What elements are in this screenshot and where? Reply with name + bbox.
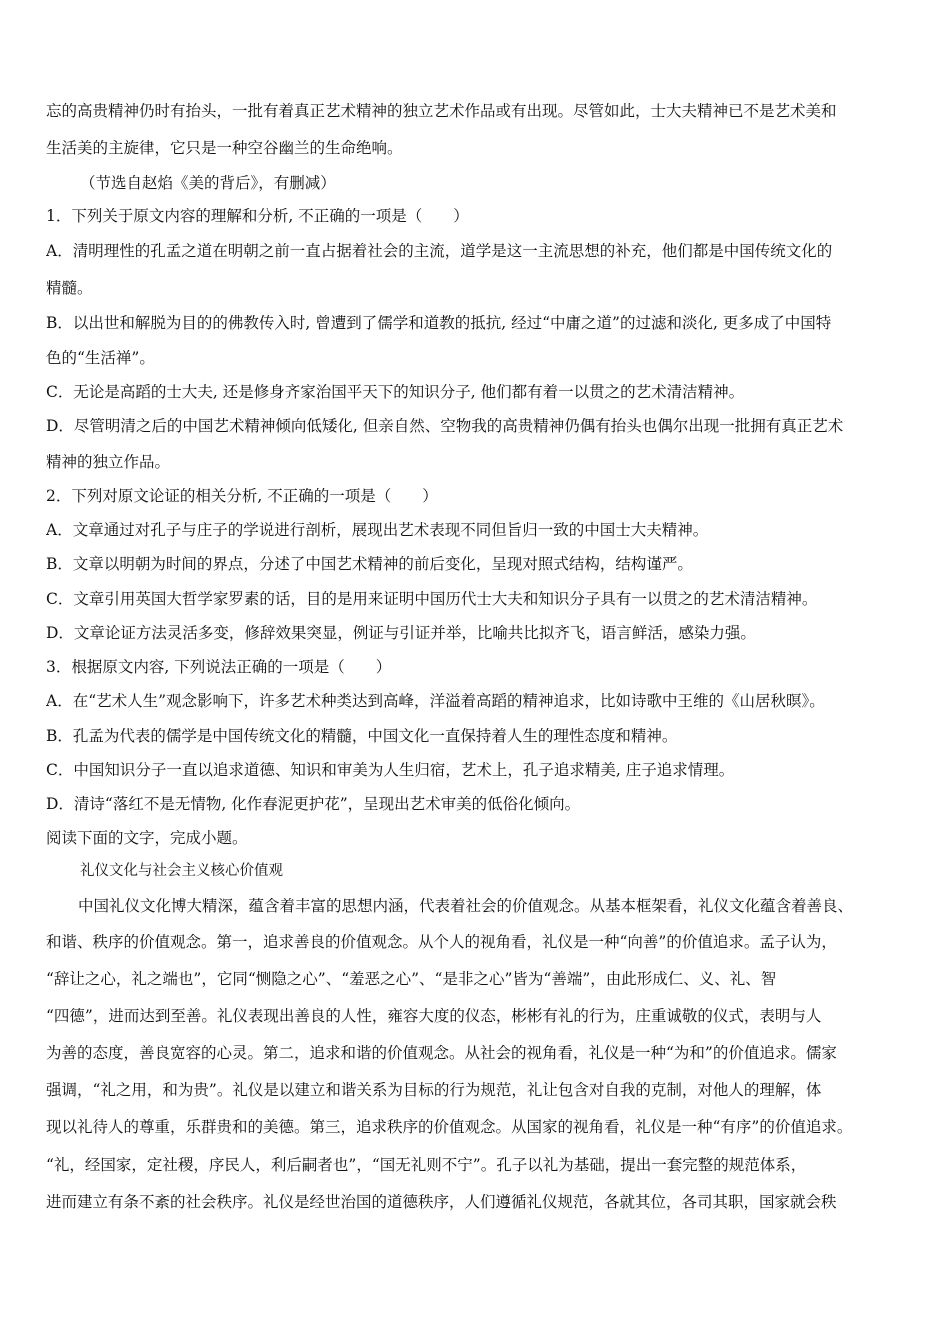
question-option: D．清诗“落红不是无情物, 化作春泥更护花”，呈现出艺术审美的低俗化倾向。 bbox=[46, 795, 581, 813]
question-option: A．清明理性的孔孟之道在明朝之前一直占据着社会的主流，道学是这一主流思想的补充，他们都是中国传统文化的 bbox=[46, 242, 833, 260]
passage2-line: 和谐、秩序的价值观念。第一，追求善良的价值观念。从个人的视角看，礼仪是一种“向善”的价值追求。孟子认为， bbox=[46, 933, 837, 951]
passage2-line: 强调，“礼之用，和为贵”。礼仪是以建立和谐关系为目标的行为规范，礼让包含对自我的克制，对他人的理解，体 bbox=[46, 1081, 822, 1099]
passage2-line: “礼，经国家，定社稷，序民人，利后嗣者也”，“国无礼则不宁”。孔子以礼为基础，提出一套完整的规范体系， bbox=[46, 1156, 807, 1174]
question-stem: 2．下列对原文论证的相关分析, 不正确的一项是（ ） bbox=[46, 487, 438, 505]
passage2-line: “辞让之心，礼之端也”，它同“恻隐之心”、“羞恶之心”、“是非之心”皆为“善端”，由此形成仁、义、礼、智 bbox=[46, 970, 777, 988]
reading-prompt: 阅读下面的文字，完成小题。 bbox=[46, 829, 248, 847]
passage2-line: 为善的态度，善良宽容的心灵。第二，追求和谐的价值观念。从社会的视角看，礼仪是一种“为和”的价值追求。儒家 bbox=[46, 1044, 837, 1062]
question-option: A．在“艺术人生”观念影响下，许多艺术种类达到高峰，洋溢着高蹈的精神追求，比如诗歌中王维的《山居秋暝》。 bbox=[46, 692, 825, 710]
question-option: B．文章以明朝为时间的界点，分述了中国艺术精神的前后变化，呈现对照式结构，结构谨严。 bbox=[46, 555, 693, 573]
question-option: C．无论是高蹈的士大夫, 还是修身齐家治国平天下的知识分子, 他们都有着一以贯之的艺术清洁精神。 bbox=[46, 383, 745, 401]
passage1-line: 忘的高贵精神仍时有抬头，一批有着真正艺术精神的独立艺术作品或有出现。尽管如此，士大夫精神已不是艺术美和 bbox=[46, 102, 837, 120]
passage2-line: 进而建立有条不紊的社会秩序。礼仪是经世治国的道德秩序，人们遵循礼仪规范，各就其位，各司其职，国家就会秩 bbox=[46, 1193, 837, 1211]
question-option: C．文章引用英国大哲学家罗素的话，目的是用来证明中国历代士大夫和知识分子具有一以贯之的艺术清洁精神。 bbox=[46, 590, 818, 608]
question-option-continuation: 色的“生活禅”。 bbox=[46, 349, 155, 367]
passage2-line: 现以礼待人的尊重，乐群贵和的美德。第三，追求秩序的价值观念。从国家的视角看，礼仪是一种“有序”的价值追求。 bbox=[46, 1118, 853, 1136]
question-option: C．中国知识分子一直以追求道德、知识和审美为人生归宿，艺术上，孔子追求精美, 庄子追求情理。 bbox=[46, 761, 735, 779]
question-option: B．孔孟为代表的儒学是中国传统文化的精髓，中国文化一直保持着人生的理性态度和精神。 bbox=[46, 727, 678, 745]
question-option-continuation: 精髓。 bbox=[46, 279, 93, 297]
passage2-line: 中国礼仪文化博大精深，蕴含着丰富的思想内涵，代表着社会的价值观念。从基本框架看，礼仪文化蕴含着善良、 bbox=[78, 897, 854, 915]
passage1-line: 生活美的主旋律，它只是一种空谷幽兰的生命绝响。 bbox=[46, 139, 403, 157]
question-option: D．尽管明清之后的中国艺术精神倾向低矮化, 但亲自然、空物我的高贵精神仍偶有抬头也偶尔出现一批拥有真正艺术 bbox=[46, 417, 844, 435]
passage2-title: 礼仪文化与社会主义核心价值观 bbox=[80, 863, 283, 879]
question-option-continuation: 精神的独立作品。 bbox=[46, 453, 171, 471]
question-option: D．文章论证方法灵活多变，修辞效果突显，例证与引证并举，比喻共比拟齐飞，语言鲜活，感染力强。 bbox=[46, 624, 756, 642]
question-option: A．文章通过对孔子与庄子的学说进行剖析，展现出艺术表现不同但旨归一致的中国士大夫精神。 bbox=[46, 521, 709, 539]
passage1-source: （节选自赵焰《美的背后》，有删减） bbox=[80, 174, 336, 192]
question-stem: 3．根据原文内容, 下列说法正确的一项是（ ） bbox=[46, 658, 392, 676]
question-stem: 1．下列关于原文内容的理解和分析, 不正确的一项是（ ） bbox=[46, 207, 469, 225]
passage2-line: “四德”，进而达到至善。礼仪表现出善良的人性，雍容大度的仪态，彬彬有礼的行为，庄重诚敬的仪式，表明与人 bbox=[46, 1007, 822, 1025]
question-option: B．以出世和解脱为目的的佛教传入时, 曾遭到了儒学和道教的抵抗, 经过“中庸之道”的过滤和淡化, 更多成了中国特 bbox=[46, 314, 832, 332]
